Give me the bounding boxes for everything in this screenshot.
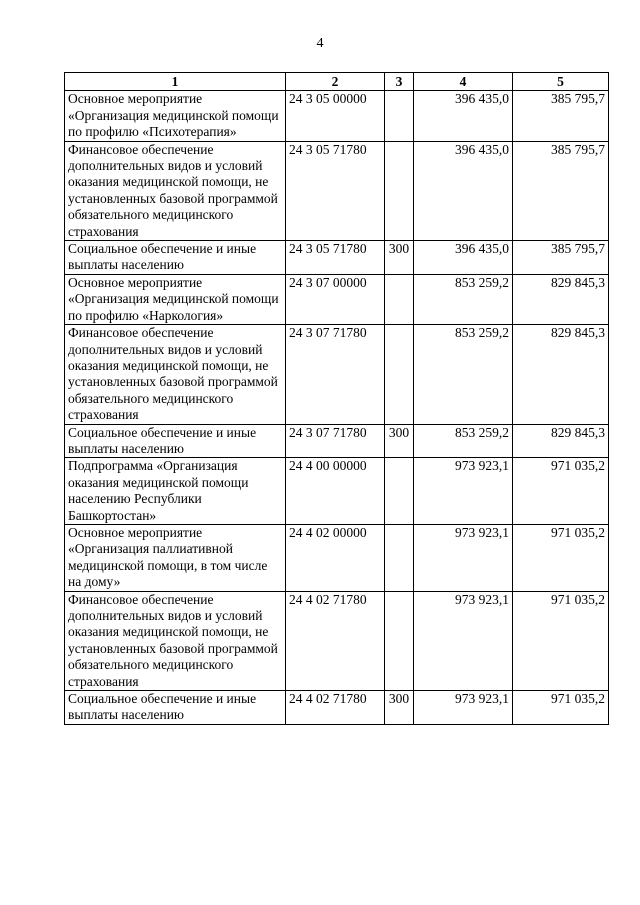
- row-value-5: 971 035,2: [513, 524, 609, 591]
- row-value-4: 973 923,1: [414, 524, 513, 591]
- row-name: Основное мероприятие «Организация паллиативной медицинской помощи, в том числе на дому»: [65, 524, 286, 591]
- row-code: 24 3 07 71780: [286, 424, 385, 458]
- table-row: [65, 325, 609, 424]
- row-value-4: 853 259,2: [414, 424, 513, 458]
- header-col-3: 3: [385, 73, 414, 91]
- row-kind: [385, 591, 414, 690]
- row-code: 24 3 05 71780: [286, 241, 385, 275]
- budget-table: [64, 72, 609, 725]
- header-col-2: 2: [286, 73, 385, 91]
- row-code: 24 4 02 71780: [286, 691, 385, 725]
- row-name: Основное мероприятие «Организация медицинской помощи по профилю «Психотерапия»: [65, 91, 286, 141]
- row-name: Финансовое обеспечение дополнительных видов и условий оказания медицинской помощи, не установленных базовой программой обязательного медицинского страхования: [65, 325, 286, 424]
- row-value-4: 396 435,0: [414, 141, 513, 240]
- row-value-5: 829 845,3: [513, 274, 609, 324]
- row-kind: [385, 325, 414, 424]
- row-code: 24 3 05 71780: [286, 141, 385, 240]
- row-kind: [385, 91, 414, 141]
- table-row: [65, 524, 609, 591]
- header-row: [65, 73, 609, 91]
- row-value-5: 971 035,2: [513, 458, 609, 525]
- table-row: [65, 591, 609, 690]
- row-name: Подпрограмма «Организация оказания медицинской помощи населению Республики Башкортостан»: [65, 458, 286, 525]
- row-value-5: 971 035,2: [513, 691, 609, 725]
- row-value-5: 385 795,7: [513, 241, 609, 275]
- header-col-4: 4: [414, 73, 513, 91]
- row-name: Социальное обеспечение и иные выплаты населению: [65, 241, 286, 275]
- row-value-5: 385 795,7: [513, 91, 609, 141]
- row-kind: 300: [385, 241, 414, 275]
- header-col-5: 5: [513, 73, 609, 91]
- table-row: [65, 241, 609, 275]
- row-value-4: 973 923,1: [414, 591, 513, 690]
- row-value-4: 396 435,0: [414, 91, 513, 141]
- table-row: [65, 141, 609, 240]
- row-name: Основное мероприятие «Организация медицинской помощи по профилю «Наркология»: [65, 274, 286, 324]
- row-kind: [385, 274, 414, 324]
- row-code: 24 3 05 00000: [286, 91, 385, 141]
- page-number: 4: [316, 36, 324, 51]
- row-value-5: 971 035,2: [513, 591, 609, 690]
- table-row: [65, 274, 609, 324]
- row-code: 24 4 02 00000: [286, 524, 385, 591]
- table-row: [65, 91, 609, 141]
- row-value-4: 973 923,1: [414, 458, 513, 525]
- table-row: [65, 691, 609, 725]
- row-value-5: 385 795,7: [513, 141, 609, 240]
- row-value-4: 853 259,2: [414, 274, 513, 324]
- table-row: [65, 424, 609, 458]
- table-body: [65, 91, 609, 724]
- row-value-4: 396 435,0: [414, 241, 513, 275]
- row-code: 24 4 00 00000: [286, 458, 385, 525]
- row-kind: [385, 141, 414, 240]
- row-code: 24 3 07 00000: [286, 274, 385, 324]
- row-code: 24 3 07 71780: [286, 325, 385, 424]
- row-name: Финансовое обеспечение дополнительных видов и условий оказания медицинской помощи, не установленных базовой программой обязательного медицинского страхования: [65, 141, 286, 240]
- row-value-5: 829 845,3: [513, 325, 609, 424]
- table-header: [65, 73, 609, 91]
- row-kind: [385, 524, 414, 591]
- row-kind: 300: [385, 424, 414, 458]
- row-value-4: 853 259,2: [414, 325, 513, 424]
- table-row: [65, 458, 609, 525]
- row-name: Социальное обеспечение и иные выплаты населению: [65, 691, 286, 725]
- row-name: Финансовое обеспечение дополнительных видов и условий оказания медицинской помощи, не установленных базовой программой обязательного медицинского страхования: [65, 591, 286, 690]
- row-value-5: 829 845,3: [513, 424, 609, 458]
- row-code: 24 4 02 71780: [286, 591, 385, 690]
- row-value-4: 973 923,1: [414, 691, 513, 725]
- header-col-1: 1: [65, 73, 286, 91]
- row-kind: 300: [385, 691, 414, 725]
- row-name: Социальное обеспечение и иные выплаты населению: [65, 424, 286, 458]
- row-kind: [385, 458, 414, 525]
